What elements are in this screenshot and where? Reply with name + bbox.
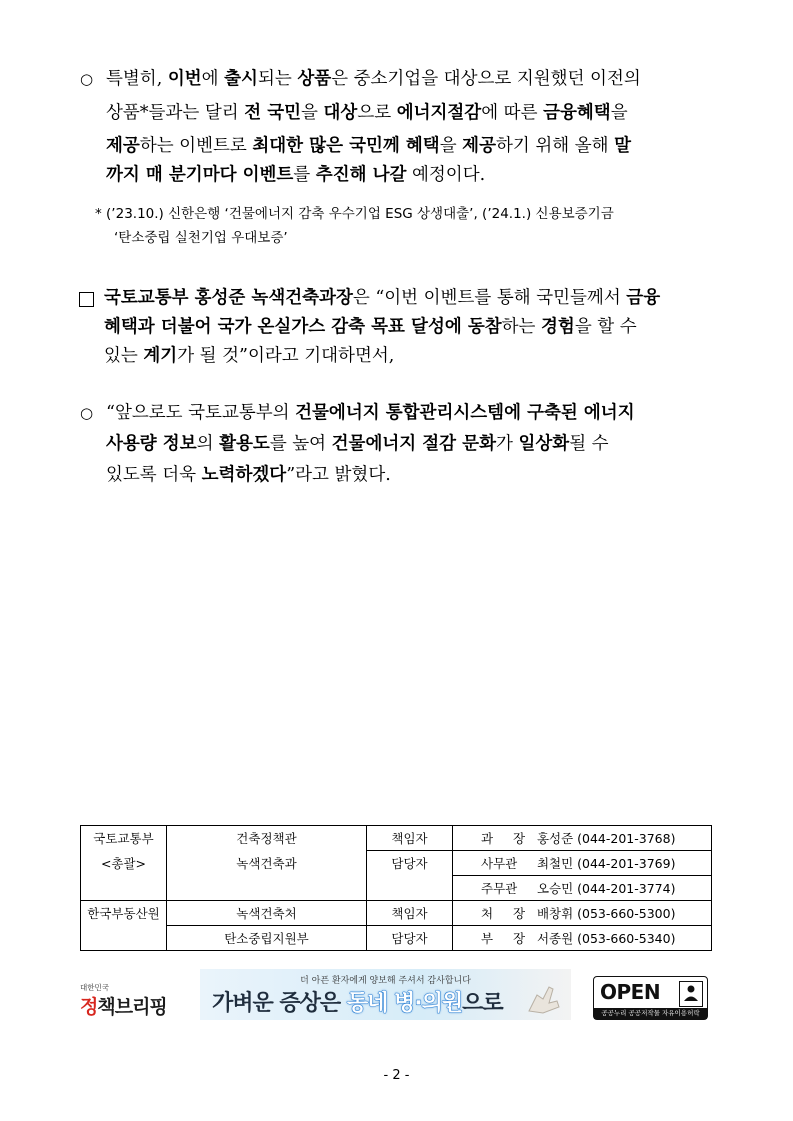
- para1-line4: 까지 매 분기마다 이벤트를 추진해 나갈 예정이다.: [106, 165, 486, 185]
- person-icon: [680, 982, 702, 1006]
- para1-line3: 제공하는 이벤트로 최대한 많은 국민께 혜택을 제공하기 위해 올해 말: [106, 136, 632, 156]
- table-row: [81, 901, 712, 926]
- org-cell: 한국부동산원: [81, 901, 167, 926]
- dept-cell: 탄소중립지원부: [167, 926, 367, 951]
- open-license-badge[interactable]: [593, 976, 708, 1020]
- open-logo-text: OPEN: [600, 980, 661, 1004]
- para1-line1: 특별히, 이번에 출시되는 상품은 중소기업을 대상으로 지원했던 이전의: [106, 69, 641, 89]
- para2-line1: 국토교통부 홍성준 녹색건축과장은 “이번 이벤트를 통해 국민들께서 금융: [104, 288, 661, 308]
- campaign-banner[interactable]: [200, 969, 571, 1020]
- org-cell: <총괄>: [81, 851, 167, 876]
- circle-bullet: ○: [80, 404, 94, 422]
- para1-line2: 상품*들과는 달리 전 국민을 대상으로 에너지절감에 따른 금융혜택을: [106, 103, 628, 123]
- logo-big-text: 정책브리핑: [80, 996, 167, 1018]
- type-cell: 책임자: [367, 826, 453, 851]
- dept-cell: 녹색건축처: [167, 901, 367, 926]
- org-cell: 국토교통부: [81, 826, 167, 851]
- banner-headline: 가벼운 증상은 동네 병·의원으로: [212, 991, 503, 1016]
- page-number: - 2 -: [383, 1068, 410, 1083]
- table-row: [81, 926, 712, 951]
- attribution-type-icon: [679, 981, 703, 1007]
- table-row: [81, 826, 712, 851]
- open-license-caption: 공공누리 공공저작물 자유이용허락: [594, 1008, 707, 1019]
- person-cell: 주무관 오승민 (044-201-3774): [453, 876, 712, 901]
- hand-illustration-icon: [523, 981, 563, 1015]
- person-cell: 처 장 배창휘 (053-660-5300): [453, 901, 712, 926]
- person-cell: 사무관 최철민 (044-201-3769): [453, 851, 712, 876]
- footnote-line2: ‘탄소중립 실천기업 우대보증’: [114, 230, 288, 246]
- org-cell: [81, 926, 167, 951]
- dept-cell: 건축정책관: [167, 826, 367, 851]
- type-cell: 담당자: [367, 851, 453, 876]
- para2-line2: 혜택과 더불어 국가 온실가스 감축 목표 달성에 동참하는 경험을 할 수: [104, 317, 637, 337]
- table-row: [81, 876, 712, 901]
- banner-subtitle: 더 아픈 환자에게 양보해 주셔서 감사합니다: [300, 976, 471, 986]
- table-row: [81, 851, 712, 876]
- dept-cell: 녹색건축과: [167, 851, 367, 876]
- policy-briefing-logo[interactable]: [80, 982, 172, 1022]
- logo-small-text: 대한민국: [80, 983, 109, 992]
- para3-line2: 사용량 정보의 활용도를 높여 건물에너지 절감 문화가 일상화될 수: [106, 434, 609, 454]
- dept-cell: [167, 876, 367, 901]
- footnote-line1: * (’23.10.) 신한은행 ‘건물에너지 감축 우수기업 ESG 상생대출’, (’24.1.) 신용보증기금: [95, 206, 614, 222]
- contact-table: [80, 825, 712, 951]
- org-cell: [81, 876, 167, 901]
- type-cell: 담당자: [367, 926, 453, 951]
- para3-line1: “앞으로도 국토교통부의 건물에너지 통합관리시스템에 구축된 에너지: [106, 403, 635, 423]
- para2-line3: 있는 계기가 될 것”이라고 기대하면서,: [104, 346, 395, 366]
- type-cell: 책임자: [367, 901, 453, 926]
- circle-bullet: ○: [80, 70, 94, 88]
- type-cell: [367, 876, 453, 901]
- person-cell: 과 장 홍성준 (044-201-3768): [453, 826, 712, 851]
- box-bullet: [79, 292, 94, 307]
- person-cell: 부 장 서종원 (053-660-5340): [453, 926, 712, 951]
- para3-line3: 있도록 더욱 노력하겠다”라고 밝혔다.: [106, 465, 391, 485]
